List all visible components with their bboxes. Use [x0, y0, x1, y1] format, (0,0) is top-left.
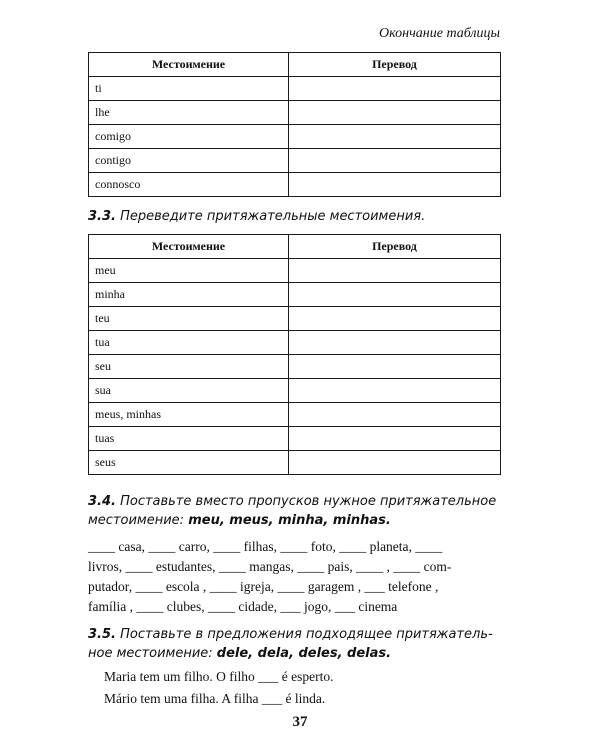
table-row [89, 427, 501, 451]
section-3-3-heading [88, 207, 508, 226]
pronoun-cell: lhe [89, 101, 289, 125]
translation-cell[interactable] [289, 173, 501, 197]
translation-cell[interactable] [289, 125, 501, 149]
section-instruction-line1: Поставьте вместо пропусков нужное притяжательное [115, 494, 497, 509]
table-header-row [89, 53, 501, 77]
table-row [89, 101, 501, 125]
column-header-pronoun: Местоимение [89, 235, 289, 259]
column-header-translation: Перевод [289, 53, 501, 77]
pronoun-cell: sua [89, 379, 289, 403]
pronoun-cell: seus [89, 451, 289, 475]
section-instruction-line2: ное местоимение: [88, 646, 217, 661]
translation-cell[interactable] [289, 427, 501, 451]
section-3-5-heading [88, 625, 508, 663]
table-row [89, 355, 501, 379]
table-row [89, 125, 501, 149]
translation-cell[interactable] [289, 307, 501, 331]
section-instruction: Переведите притяжательные местоимения. [115, 209, 426, 224]
section-instruction-line1: Поставьте в предложения подходящее притяжатель- [115, 627, 493, 642]
table-row [89, 379, 501, 403]
section-number: 3.5. [88, 627, 116, 642]
translation-cell[interactable] [289, 77, 501, 101]
sentence: Maria tem um filho. O filho ___ é esperto. [104, 669, 334, 684]
pronoun-cell: comigo [89, 125, 289, 149]
translation-cell[interactable] [289, 283, 501, 307]
table-row [89, 173, 501, 197]
column-header-translation: Перевод [289, 235, 501, 259]
table-continuation-caption: Окончание таблицы [379, 26, 500, 41]
pronoun-cell: meus, minhas [89, 403, 289, 427]
table-row [89, 403, 501, 427]
translation-cell[interactable] [289, 101, 501, 125]
pronoun-cell: minha [89, 283, 289, 307]
exercise-3-5-sentences [104, 666, 504, 710]
exercise-line: livros, ____ estudantes, ____ mangas, ____ pais, ____ , ____ com- [88, 559, 452, 574]
pronoun-cell: seu [89, 355, 289, 379]
pronoun-cell: ti [89, 77, 289, 101]
pronoun-cell: contigo [89, 149, 289, 173]
pronoun-cell: tua [89, 331, 289, 355]
pronoun-options: dele, dela, deles, delas. [216, 646, 392, 661]
exercise-line: putador, ____ escola , ____ igreja, ____ garagem , ___ telefone , [88, 579, 439, 594]
exercise-3-4 [88, 537, 500, 617]
column-header-pronoun: Местоимение [89, 53, 289, 77]
exercise-line: família , ____ clubes, ____ cidade, ___ jogo, ___ cinema [88, 599, 398, 614]
translation-cell[interactable] [289, 331, 501, 355]
section-number: 3.3. [88, 209, 116, 224]
table-row [89, 149, 501, 173]
section-number: 3.4. [88, 494, 116, 509]
pronoun-table-1 [88, 52, 501, 197]
translation-cell[interactable] [289, 149, 501, 173]
translation-cell[interactable] [289, 355, 501, 379]
table-header-row [89, 235, 501, 259]
table-row [89, 283, 501, 307]
section-instruction-line2: местоимение: [88, 513, 189, 528]
translation-cell[interactable] [289, 451, 501, 475]
sentence: Mário tem uma filha. A filha ___ é linda. [104, 691, 326, 706]
pronoun-cell: connosco [89, 173, 289, 197]
pronoun-cell: tuas [89, 427, 289, 451]
translation-cell[interactable] [289, 259, 501, 283]
page-number: 37 [292, 714, 308, 730]
table-row [89, 307, 501, 331]
translation-cell[interactable] [289, 379, 501, 403]
table-row [89, 451, 501, 475]
exercise-line: ____ casa, ____ carro, ____ filhas, ____ foto, ____ planeta, ____ [88, 539, 443, 554]
table-row [89, 331, 501, 355]
translation-cell[interactable] [289, 403, 501, 427]
pronoun-table-2 [88, 234, 501, 475]
pronoun-cell: meu [89, 259, 289, 283]
table-row [89, 77, 501, 101]
table-row [89, 259, 501, 283]
pronoun-options: meu, meus, minha, minhas. [188, 513, 391, 528]
section-3-4-heading [88, 492, 508, 530]
pronoun-cell: teu [89, 307, 289, 331]
